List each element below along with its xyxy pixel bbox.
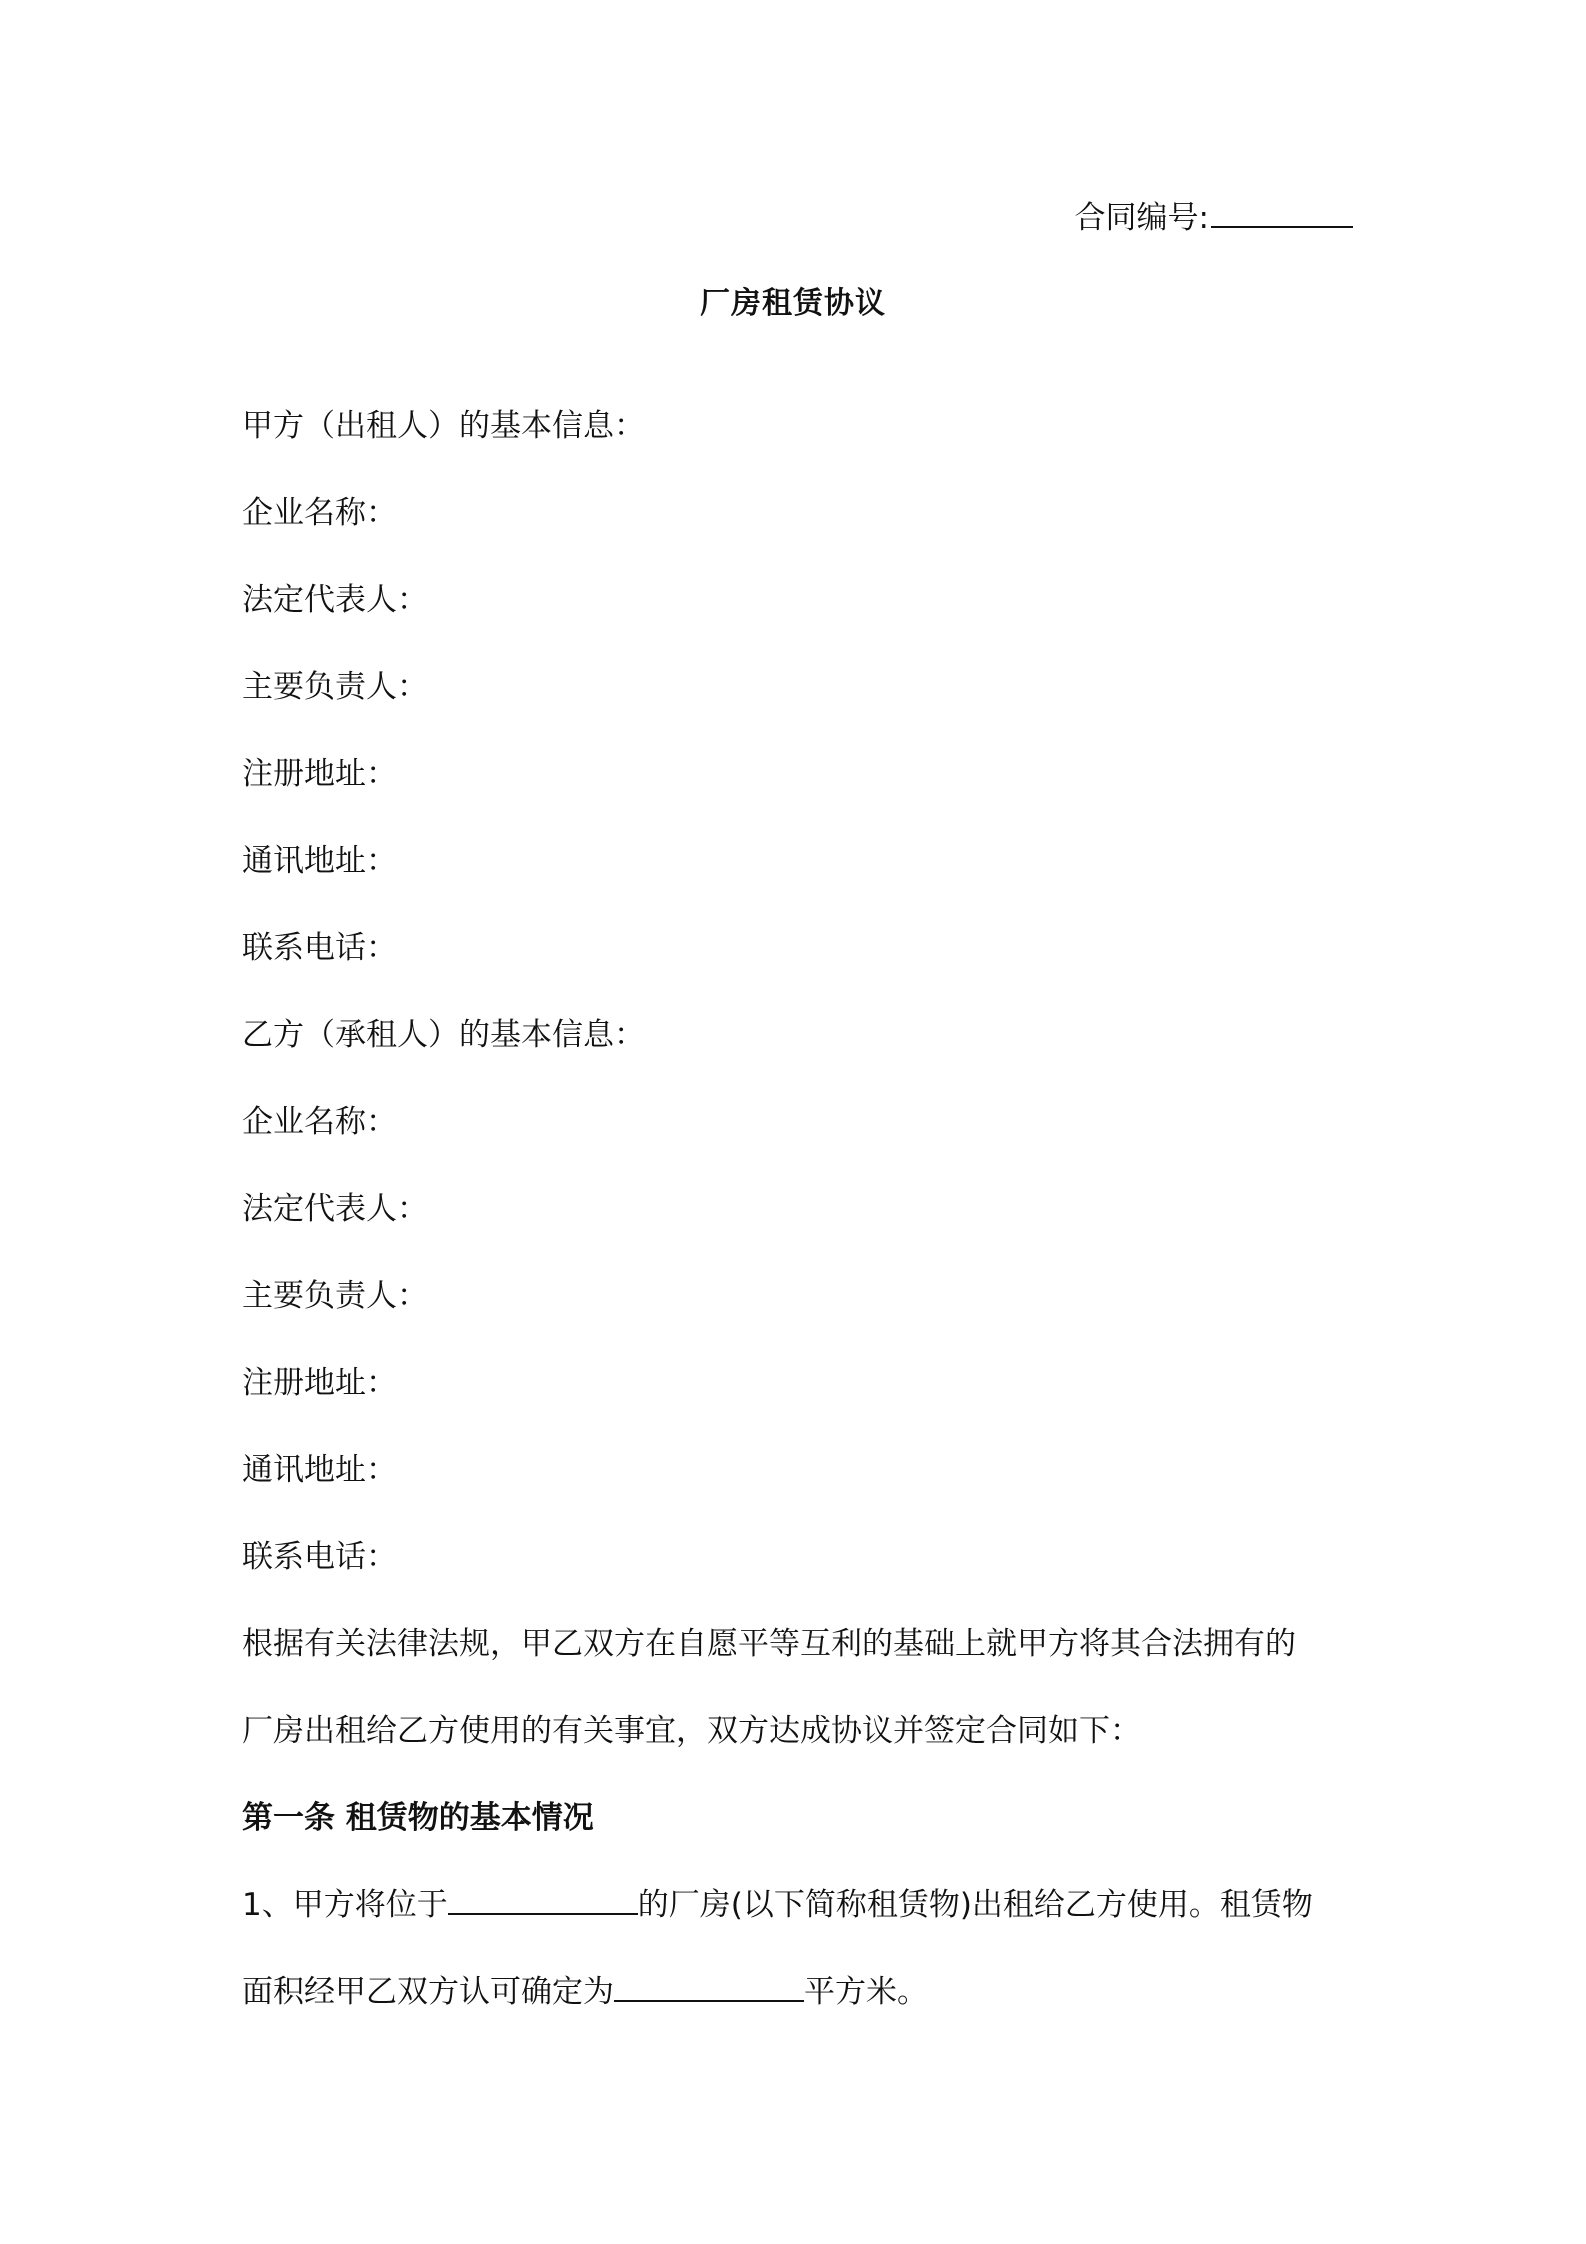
party-a-mail-address: 通讯地址： bbox=[242, 843, 397, 879]
party-b-principal: 主要负责人： bbox=[242, 1278, 428, 1314]
preamble-line-1: 根据有关法律法规，甲乙双方在自愿平等互利的基础上就甲方将其合法拥有的 bbox=[242, 1626, 1296, 1662]
party-b-reg-address: 注册地址： bbox=[242, 1365, 397, 1401]
location-blank bbox=[448, 1883, 638, 1915]
area-blank bbox=[614, 1970, 804, 2002]
party-b-phone: 联系电话： bbox=[242, 1539, 397, 1575]
article-1-heading: 第一条 租赁物的基本情况 bbox=[242, 1800, 594, 1836]
article-1-clause-1-line-2 bbox=[242, 1970, 1362, 2057]
party-a-reg-address: 注册地址： bbox=[242, 756, 397, 792]
document-body bbox=[242, 404, 1362, 2057]
party-b-legal-rep: 法定代表人： bbox=[242, 1191, 428, 1227]
party-b-mail-address: 通讯地址： bbox=[242, 1452, 397, 1488]
party-a-phone: 联系电话： bbox=[242, 930, 397, 966]
contract-number-blank bbox=[1211, 196, 1353, 228]
clause-1-text-d: 平方米。 bbox=[804, 1974, 928, 2010]
clause-1-text-c: 面积经甲乙双方认可确定为 bbox=[242, 1974, 614, 2010]
party-b-company-name: 企业名称： bbox=[242, 1104, 397, 1140]
contract-number-label: 合同编号: bbox=[1074, 200, 1209, 236]
contract-number bbox=[1075, 196, 1353, 240]
party-b-heading: 乙方（承租人）的基本信息： bbox=[242, 1017, 645, 1053]
clause-1-text-b: 的厂房(以下简称租赁物)出租给乙方使用。租赁物 bbox=[637, 1887, 1313, 1923]
party-a-heading: 甲方（出租人）的基本信息： bbox=[242, 408, 645, 444]
document-title: 厂房租赁协议 bbox=[700, 286, 886, 321]
article-1-clause-1-line-1 bbox=[242, 1883, 1362, 1970]
clause-1-text-a: 1、甲方将位于 bbox=[242, 1887, 448, 1923]
preamble-line-2: 厂房出租给乙方使用的有关事宜，双方达成协议并签定合同如下： bbox=[242, 1713, 1141, 1749]
party-a-principal: 主要负责人： bbox=[242, 669, 428, 705]
party-a-company-name: 企业名称： bbox=[242, 495, 397, 531]
party-a-legal-rep: 法定代表人： bbox=[242, 582, 428, 618]
